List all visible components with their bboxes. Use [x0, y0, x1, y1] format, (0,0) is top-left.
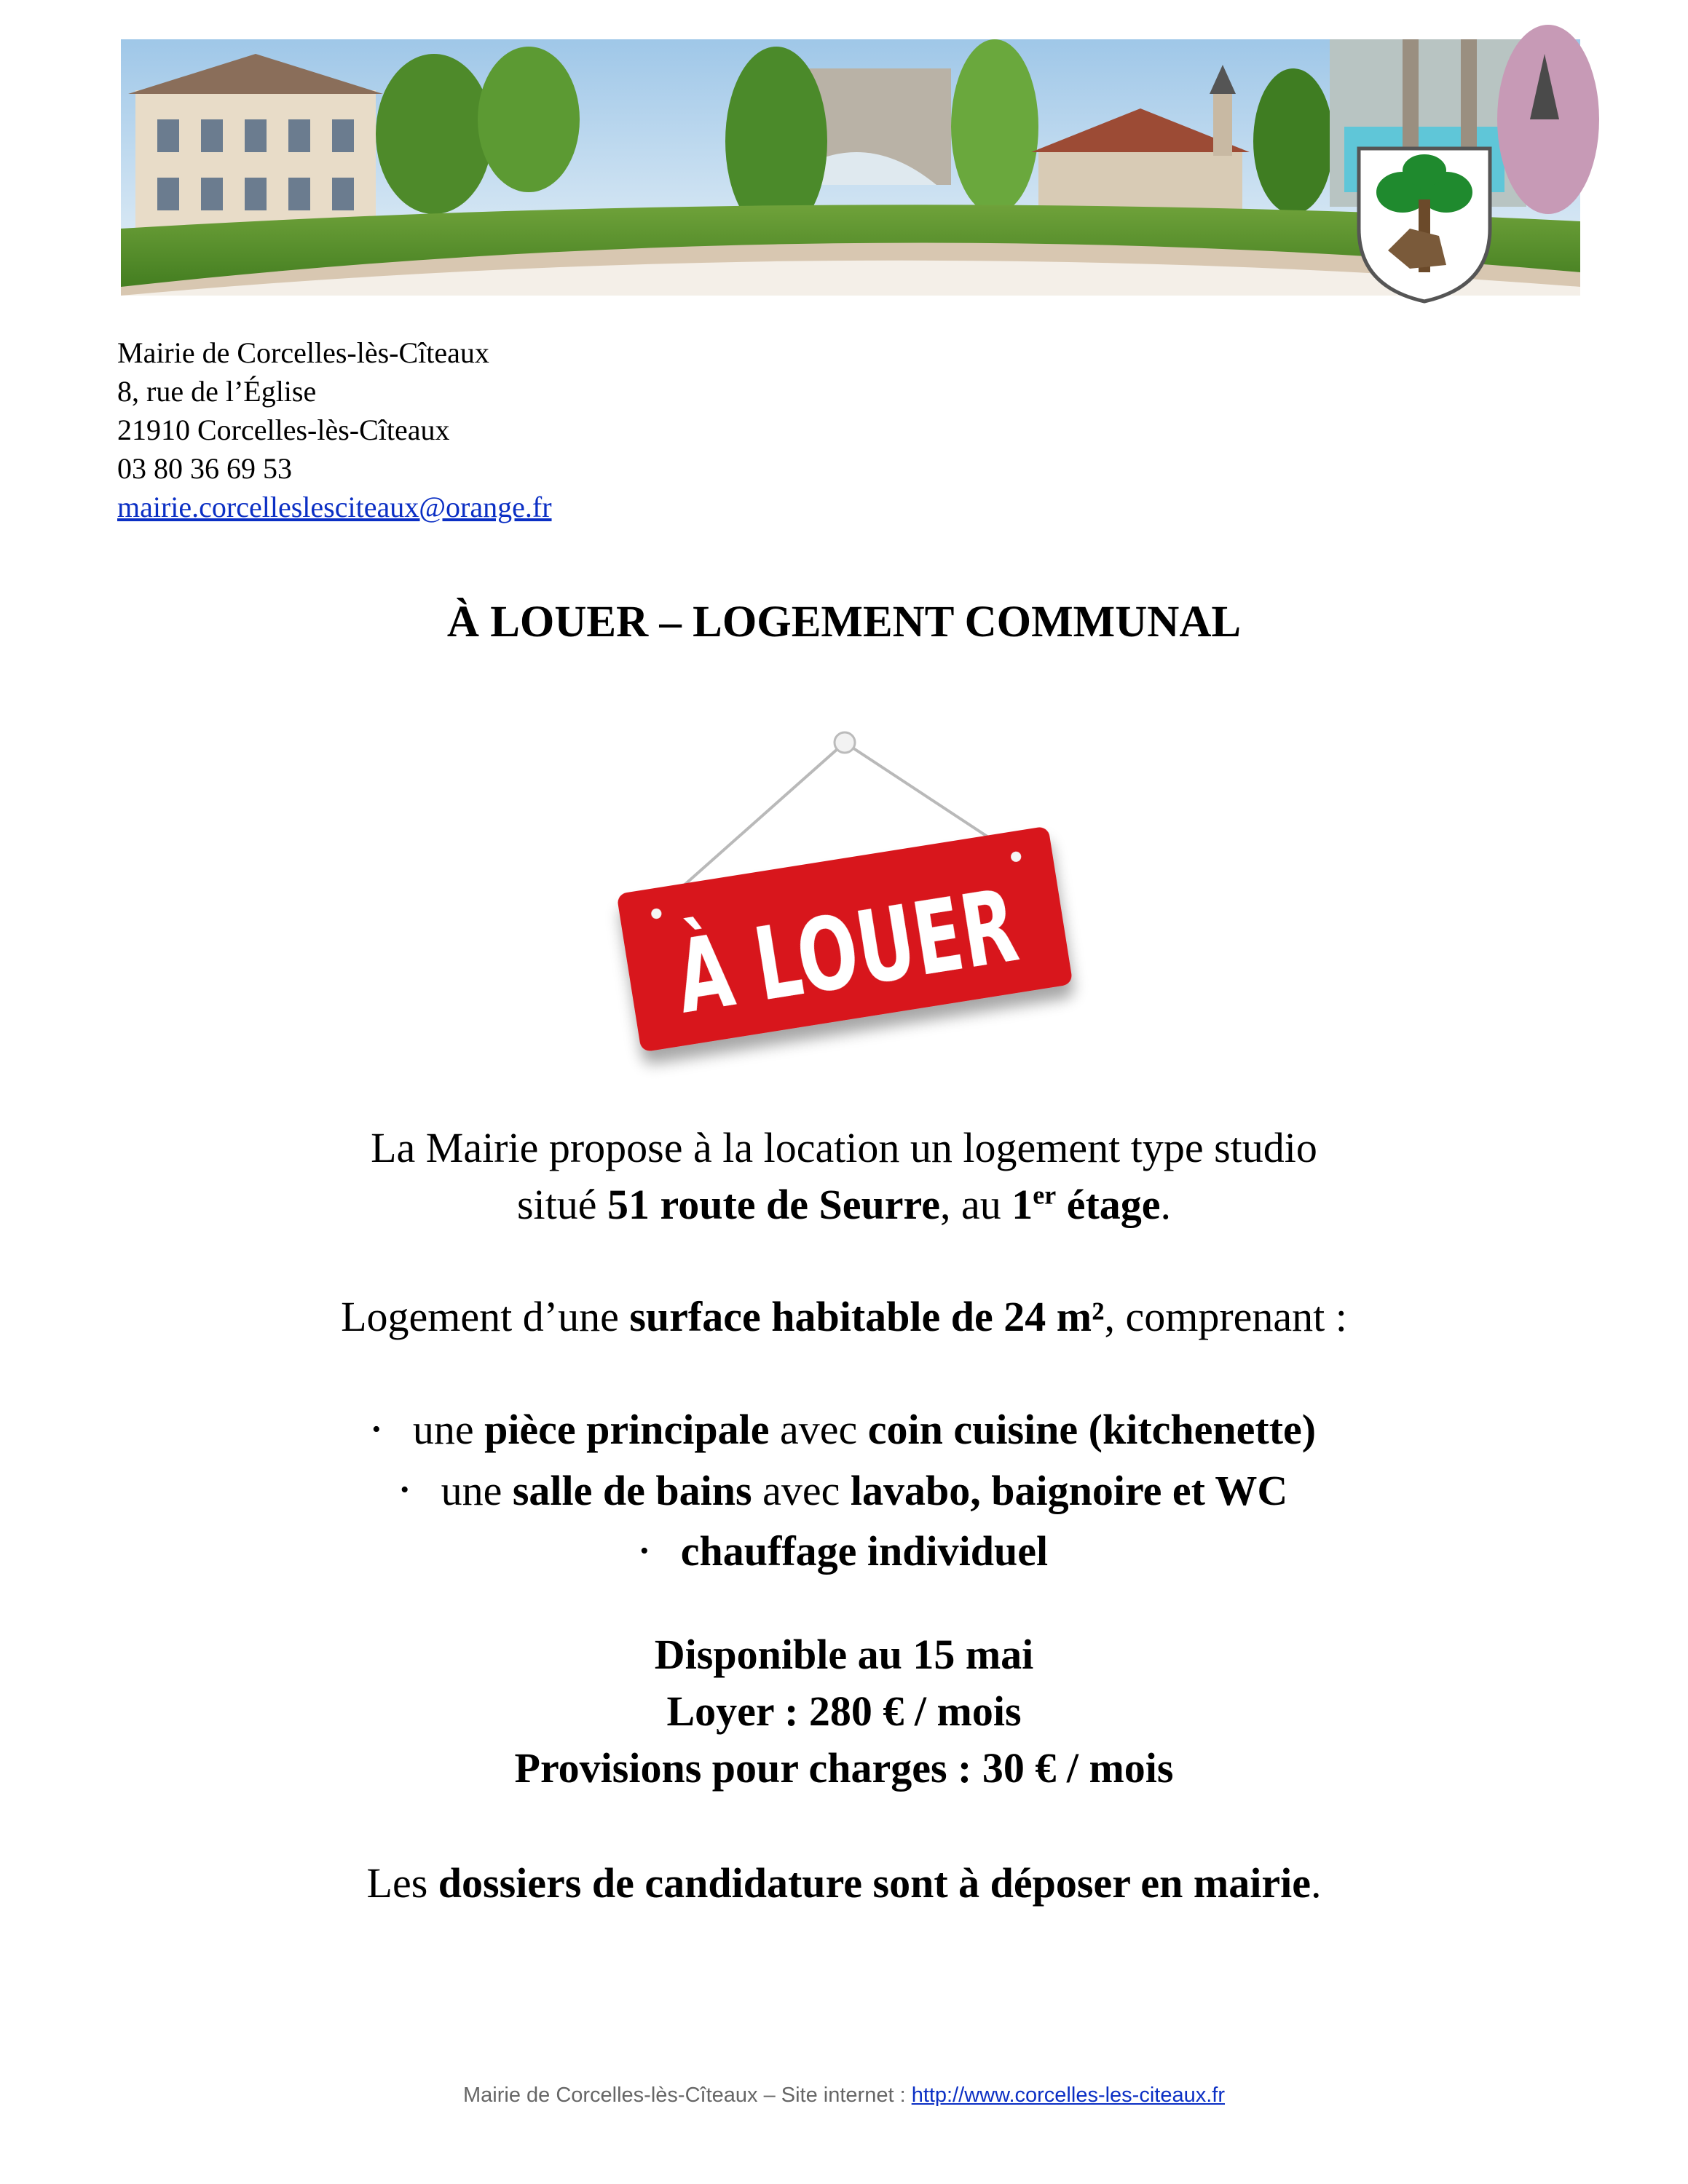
list-item [0, 1463, 1688, 1524]
intro-line-1: La Mairie propose à la location un logement type studio [371, 1124, 1317, 1171]
list-item [0, 1523, 1688, 1584]
feature-detail: lavabo, baignoire et WC [850, 1466, 1288, 1514]
availability-date: Disponible au 15 mai [654, 1631, 1034, 1678]
feature-text: une [441, 1466, 513, 1514]
bullet-icon: • [639, 1538, 649, 1565]
rent-amount: Loyer : 280 € / mois [666, 1688, 1022, 1735]
list-item [0, 1401, 1688, 1463]
closing-paragraph [0, 1855, 1688, 1912]
for-rent-sign [575, 721, 1167, 1099]
feature-detail: coin cuisine (kitchenette) [867, 1406, 1317, 1453]
features-list [0, 1401, 1688, 1584]
feature-heating: chauffage individuel [680, 1527, 1049, 1575]
address-street: 8, rue de l’Église [117, 375, 317, 408]
intro-text: , au [939, 1181, 1012, 1228]
website-link[interactable]: http://www.corcelles-les-citeaux.fr [911, 2084, 1225, 2107]
floor-number: 1 [1011, 1181, 1033, 1228]
email-link[interactable]: mairie.corcelleslesciteaux@orange.fr [117, 491, 552, 523]
closing-instruction: dossiers de candidature sont à déposer en mairie [438, 1859, 1311, 1907]
coat-of-arms-icon [1359, 149, 1490, 301]
floor-suffix: er [1033, 1180, 1057, 1210]
intro-text: situé [516, 1181, 608, 1228]
surface-text: Logement d’une [341, 1293, 630, 1340]
feature-room: pièce principale [484, 1406, 770, 1453]
address-mairie-name: Mairie de Corcelles-lès-Cîteaux [117, 336, 489, 369]
feature-text: avec [769, 1406, 868, 1453]
intro-line-2 [0, 1176, 1688, 1233]
page-footer [0, 2084, 1688, 2108]
feature-text: une [412, 1406, 485, 1453]
footer-text: Mairie de Corcelles-lès-Cîteaux – Site internet : [462, 2084, 912, 2107]
page-title: À LOUER – LOGEMENT COMMUNAL [446, 598, 1242, 646]
header-banner [121, 39, 1580, 296]
availability-block [0, 1626, 1688, 1797]
bullet-icon: • [371, 1415, 381, 1443]
closing-text: . [1310, 1859, 1322, 1907]
floor-label: étage [1056, 1181, 1161, 1228]
surface-area: surface habitable de 24 m² [629, 1293, 1105, 1340]
address-block [117, 333, 552, 526]
surface-paragraph [0, 1289, 1688, 1345]
intro-paragraph [0, 1120, 1688, 1233]
closing-text: Les [366, 1859, 438, 1907]
charges-amount: Provisions pour charges : 30 € / mois [514, 1744, 1174, 1792]
village-photo-banner [121, 39, 1580, 296]
feature-room: salle de bains [512, 1466, 752, 1514]
address-city: 21910 Corcelles-lès-Cîteaux [117, 414, 450, 446]
hook-icon [835, 732, 855, 753]
address-phone: 03 80 36 69 53 [117, 452, 292, 485]
surface-text: , comprenant : [1104, 1293, 1347, 1340]
intro-address: 51 route de Seurre [607, 1181, 940, 1228]
sign-text: À LOUER [669, 844, 1167, 1037]
feature-text: avec [752, 1466, 851, 1514]
intro-text: . [1160, 1181, 1172, 1228]
bullet-icon: • [400, 1476, 409, 1504]
